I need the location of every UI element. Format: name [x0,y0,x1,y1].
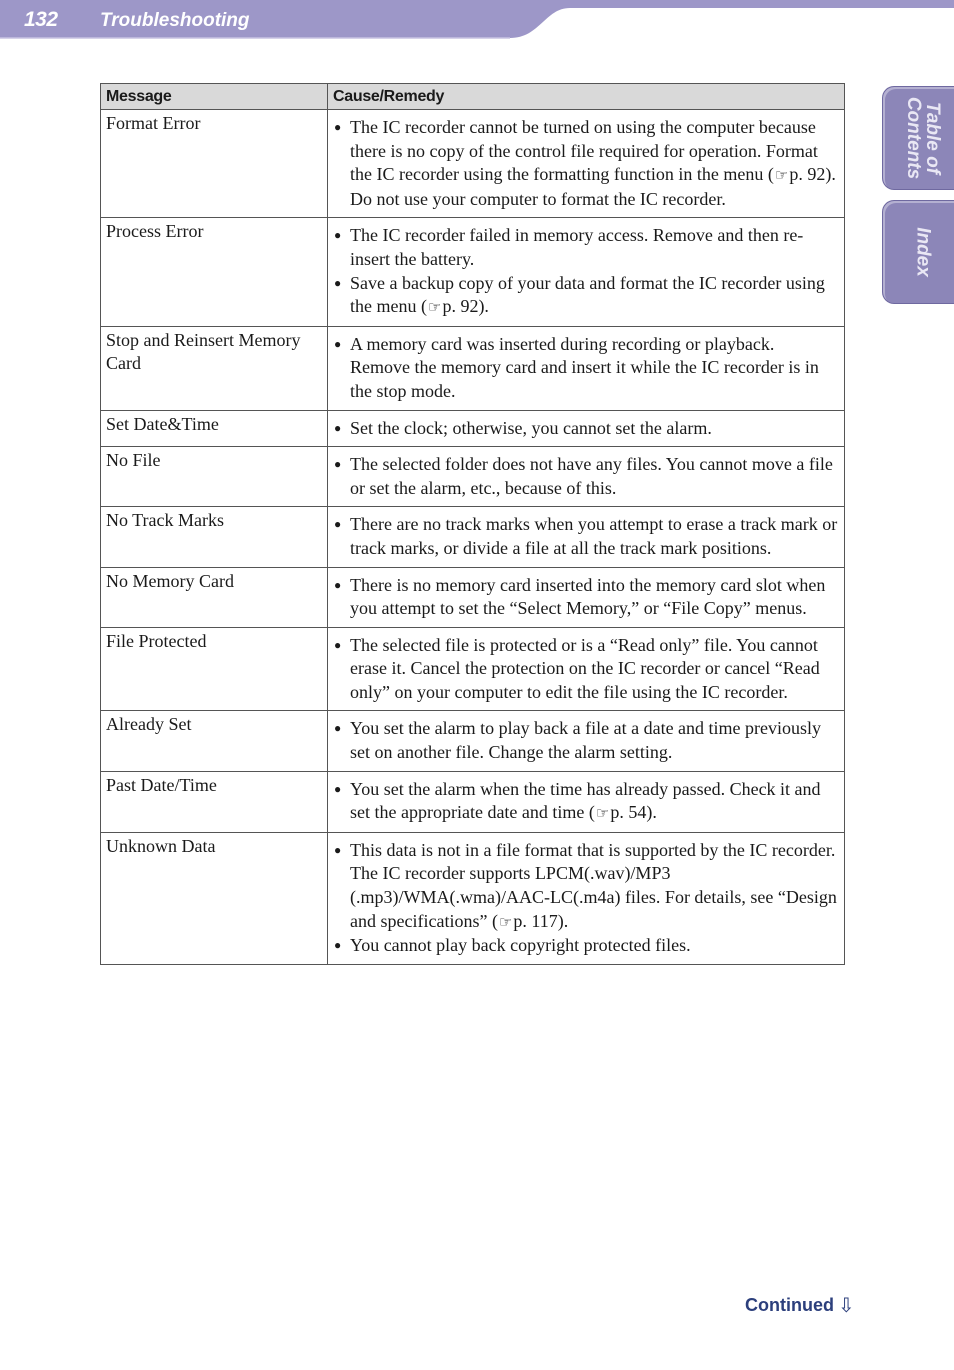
message-cell: Format Error [101,110,328,218]
remedy-item [333,453,838,500]
remedy-text: A memory card was inserted during recording or playback. Remove the memory card and insert it while the IC recorder is in the stop mode. [350,333,819,401]
remedy-text: You set the alarm when the time has already passed. Check it and set the appropriate date and time ( [350,778,821,823]
table-header-row [101,84,845,110]
troubleshooting-table [100,83,845,965]
remedy-text-end: ). Do not use your computer to format the IC recorder. [350,164,836,209]
remedy-list [333,417,838,441]
remedy-item [333,778,838,826]
table-row [101,711,845,771]
cause-remedy-cell [328,326,845,410]
table-of-contents-tab[interactable] [882,86,954,190]
remedy-list [333,634,838,705]
table-row [101,218,845,326]
page-reference-link[interactable]: p. 92 [442,296,479,317]
remedy-text: The selected folder does not have any files. You cannot move a file or set the alarm, etc., because of this. [350,454,833,498]
remedy-item [333,634,838,705]
remedy-list [333,333,838,404]
message-cell: File Protected [101,627,328,711]
page-reference-link[interactable]: p. 92 [789,164,826,185]
cause-remedy-cell [328,447,845,507]
remedy-text-end: ). [478,296,489,317]
cause-remedy-cell [328,711,845,771]
remedy-text-end: ). [557,910,569,931]
pointing-hand-icon: ☞ [498,912,513,931]
remedy-list [333,574,838,621]
remedy-list [333,513,838,560]
message-cell: Past Date/Time [101,771,328,832]
header-message: Message [101,84,328,110]
remedy-list [333,778,838,826]
page-header [0,0,954,40]
message-cell: Unknown Data [101,832,328,964]
cause-remedy-cell [328,110,845,218]
remedy-item [333,224,838,271]
remedy-item [333,333,838,404]
message-cell: Already Set [101,711,328,771]
remedy-text: You cannot play back copyright protected files. [350,935,691,956]
message-cell: No Memory Card [101,567,328,627]
remedy-text: Set the clock; otherwise, you cannot set the alarm. [350,417,712,438]
remedy-item [333,717,838,764]
remedy-text: The IC recorder failed in memory access. Remove and then re-insert the battery. [350,225,804,269]
table-row [101,110,845,218]
cause-remedy-cell [328,410,845,447]
remedy-text: You set the alarm to play back a file at a date and time previously set on another file. Change the alarm setting. [350,718,822,763]
down-arrow-icon: ⇩ [837,1293,855,1317]
remedy-list [333,839,838,958]
cause-remedy-cell [328,627,845,711]
remedy-item [333,574,838,621]
remedy-item [333,934,838,958]
remedy-text-end: ). [646,802,657,823]
section-title: Troubleshooting [100,10,250,31]
remedy-text: This data is not in a file format that is supported by the IC recorder. The IC recorder supports LPCM(.wav)/MP3 (.mp3)/WMA(.wma)/AAC-LC(.m4a) files. For details, see “Design and specifications” ( [350,839,837,931]
remedy-item [333,417,838,441]
page-number: 132 [24,8,58,31]
table-row [101,410,845,447]
message-cell: Set Date&Time [101,410,328,447]
pointing-hand-icon: ☞ [427,298,442,317]
remedy-item [333,272,838,320]
table-body [101,110,845,965]
remedy-text: The selected file is protected or is a “Read only” file. You cannot erase it. Cancel the protection on the IC recorder or cancel “Read only” on your computer to edit the file using the IC recorder. [350,634,820,702]
page-reference-link[interactable]: p. 54 [610,802,647,823]
remedy-text: Save a backup copy of your data and format the IC recorder using the menu ( [350,272,825,317]
cause-remedy-cell [328,218,845,326]
table-row [101,507,845,567]
cause-remedy-cell [328,771,845,832]
remedy-item [333,513,838,560]
message-cell: No Track Marks [101,507,328,567]
remedy-list [333,116,838,211]
index-tab[interactable] [882,200,954,304]
table-row [101,771,845,832]
table-of-contents-tab-label: Table of Contents [903,96,943,180]
message-cell: Process Error [101,218,328,326]
table-row [101,627,845,711]
table-row [101,567,845,627]
table-row [101,832,845,964]
cause-remedy-cell [328,507,845,567]
remedy-text: There are no track marks when you attempt to erase a track mark or track marks, or divide a file at all the track mark positions. [350,514,838,558]
table-row [101,326,845,410]
message-cell: No File [101,447,328,507]
remedy-list [333,224,838,319]
remedy-item [333,116,838,211]
header-cause-remedy: Cause/Remedy [328,84,845,110]
pointing-hand-icon: ☞ [595,804,610,823]
cause-remedy-cell [328,832,845,964]
message-cell: Stop and Reinsert Memory Card [101,326,328,410]
remedy-list [333,453,838,500]
page-reference-link[interactable]: p. 117 [513,910,558,931]
remedy-text: There is no memory card inserted into the memory card slot when you attempt to set the “Select Memory,” or “File Copy” menus. [350,574,826,619]
remedy-text: The IC recorder cannot be turned on using the computer because there is no copy of the control file required for operation. Format the IC recorder using the formatting function in the menu ( [350,117,818,185]
remedy-list [333,717,838,764]
continued-label: Continued [745,1294,834,1315]
remedy-item [333,839,838,934]
continued-link[interactable] [745,1293,855,1317]
index-tab-label: Index [912,227,934,277]
cause-remedy-cell [328,567,845,627]
table-row [101,447,845,507]
pointing-hand-icon: ☞ [774,166,789,185]
